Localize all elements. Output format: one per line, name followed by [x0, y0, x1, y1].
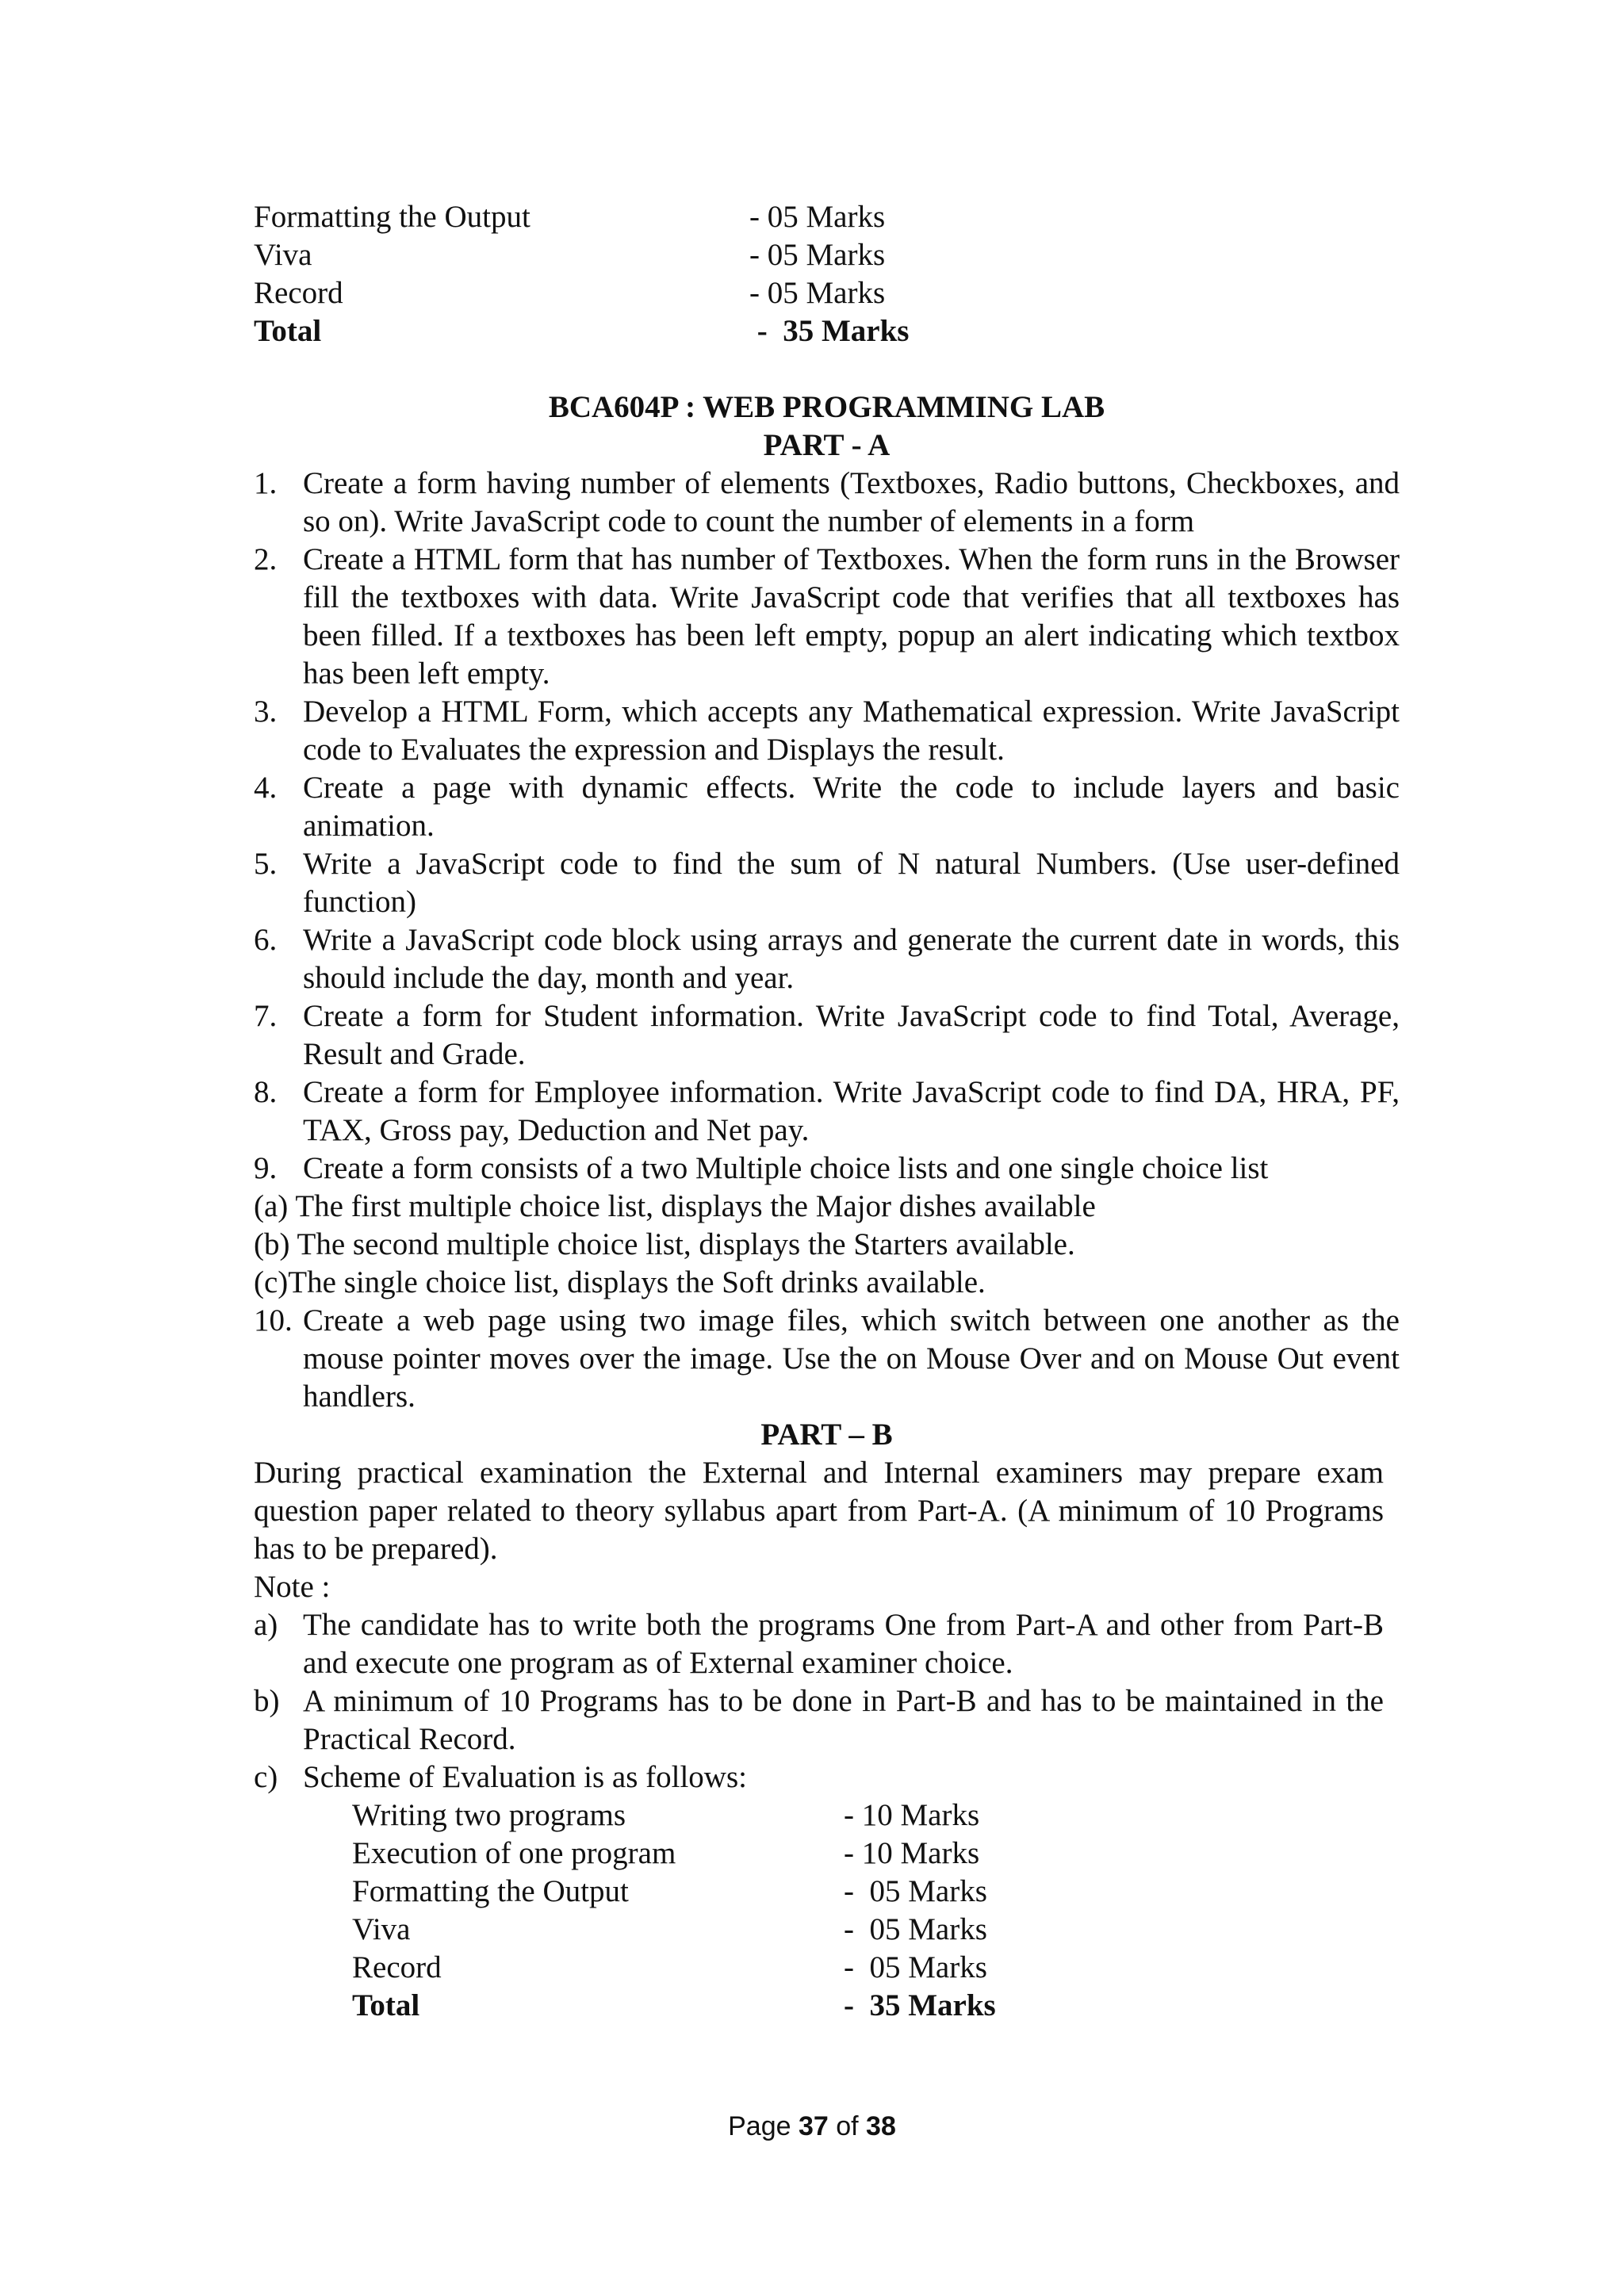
sub-item: (a) The first multiple choice list, displays the Major dishes available	[254, 1189, 1096, 1223]
scheme-label: Formatting the Output	[352, 1874, 629, 1908]
item-text: Create a web page using two image files, which switch between one another as the mouse pointer moves over the image. Use the on Mouse Over and on Mouse Out event handlers.	[303, 1303, 1400, 1414]
footer-prefix: Page	[728, 2111, 799, 2141]
note-letter: b)	[254, 1684, 280, 1718]
list-item	[254, 693, 1400, 769]
sub-item: (c)The single choice list, displays the Soft drinks available.	[254, 1265, 986, 1299]
list-item	[254, 997, 1400, 1073]
item-text: Write a JavaScript code to find the sum of N natural Numbers. (Use user-defined function)	[303, 847, 1400, 919]
lab-title: BCA604P : WEB PROGRAMMING LAB	[548, 390, 1105, 424]
item-number: 8.	[254, 1075, 278, 1109]
item-text: Create a HTML form that has number of Textboxes. When the form runs in the Browser fill the textboxes with data. Write JavaScript code that verifies that all textboxes has been filled. If a textboxes has been left empty, popup an alert indicating which textbox has been left empty.	[303, 542, 1400, 691]
note-text: Scheme of Evaluation is as follows:	[303, 1760, 747, 1794]
part-b-paragraph: During practical examination the External and Internal examiners may prepare exam question paper related to theory syllabus apart from Part-A. (A minimum of 10 Programs has to be prepared).	[254, 1456, 1384, 1566]
footer-middle: of	[828, 2111, 867, 2141]
note-text: The candidate has to write both the programs One from Part-A and other from Part-B and execute one program as of External examiner choice.	[303, 1608, 1384, 1680]
list-item	[254, 1302, 1400, 1416]
item-number: 1.	[254, 466, 278, 500]
list-item	[254, 541, 1400, 693]
scheme-row	[352, 1911, 1400, 1949]
list-item	[254, 769, 1400, 845]
item-number: 4.	[254, 771, 278, 805]
scheme-label: Viva	[352, 1912, 411, 1946]
note-text: A minimum of 10 Programs has to be done in Part-B and has to be maintained in the Practical Record.	[303, 1684, 1384, 1756]
list-item	[254, 921, 1400, 997]
scheme-row	[352, 1873, 1400, 1911]
scheme-value: - 05 Marks	[749, 238, 886, 272]
list-item	[254, 845, 1400, 921]
note-letter: a)	[254, 1608, 278, 1642]
scheme-label: Total	[352, 1988, 420, 2022]
scheme-row	[352, 1949, 1400, 1987]
note-item	[254, 1682, 1384, 1758]
item9-sublist	[254, 1188, 1400, 1302]
note-letter: c)	[254, 1760, 278, 1794]
scheme-row	[352, 1835, 1400, 1873]
item-text: Create a page with dynamic effects. Write the code to include layers and basic animation.	[303, 771, 1400, 843]
scheme-row	[254, 236, 1400, 274]
scheme-value: - 10 Marks	[844, 1836, 980, 1870]
note-item	[254, 1758, 1384, 1797]
item-number: 2.	[254, 542, 278, 576]
item-number: 3.	[254, 695, 278, 729]
page-footer	[0, 2107, 1624, 2145]
item-text: Create a form consists of a two Multiple choice lists and one single choice list	[303, 1151, 1269, 1185]
footer-total-pages: 38	[866, 2111, 896, 2141]
sub-item: (b) The second multiple choice list, displays the Starters available.	[254, 1227, 1075, 1261]
scheme-label: Record	[254, 276, 343, 310]
scheme-row-total	[254, 312, 1400, 350]
scheme-value: - 05 Marks	[844, 1874, 987, 1908]
item-text: Create a form for Student information. Write JavaScript code to find Total, Average, Result and Grade.	[303, 999, 1400, 1071]
scheme-label: Record	[352, 1950, 442, 1984]
scheme-value: - 05 Marks	[749, 276, 886, 310]
scheme-label: Execution of one program	[352, 1836, 676, 1870]
note-label: Note :	[254, 1570, 331, 1604]
item-text: Create a form having number of elements (Textboxes, Radio buttons, Checkboxes, and so on). Write JavaScript code to count the number of elements in a form	[303, 466, 1400, 538]
item-number: 9.	[254, 1151, 278, 1185]
scheme-row-total	[352, 1987, 1400, 2025]
scheme-value: - 05 Marks	[844, 1912, 987, 1946]
item-number: 7.	[254, 999, 278, 1033]
bottom-marks-scheme	[254, 1797, 1400, 2025]
footer-current-page: 37	[798, 2111, 829, 2141]
item-text: Write a JavaScript code block using arrays and generate the current date in words, this should include the day, month and year.	[303, 923, 1400, 995]
scheme-value: - 35 Marks	[844, 1988, 996, 2022]
document-page	[254, 198, 1400, 2025]
list-item	[254, 1150, 1400, 1188]
scheme-label: Viva	[254, 238, 312, 272]
scheme-value: - 05 Marks	[749, 200, 886, 234]
item-text: Develop a HTML Form, which accepts any Mathematical expression. Write JavaScript code to Evaluates the expression and Displays the result.	[303, 695, 1400, 767]
item-number: 5.	[254, 847, 278, 881]
scheme-row	[254, 198, 1400, 236]
scheme-value: - 35 Marks	[749, 314, 910, 348]
top-marks-scheme	[254, 198, 1400, 350]
scheme-label: Writing two programs	[352, 1798, 626, 1832]
part-a-list	[254, 465, 1400, 1416]
list-item	[254, 465, 1400, 541]
note-item	[254, 1606, 1384, 1682]
item-text: Create a form for Employee information. Write JavaScript code to find DA, HRA, PF, TAX, Gross pay, Deduction and Net pay.	[303, 1075, 1400, 1147]
list-item	[254, 1073, 1400, 1150]
scheme-value: - 10 Marks	[844, 1798, 980, 1832]
part-b-title: PART – B	[760, 1418, 893, 1452]
scheme-label: Total	[254, 314, 322, 348]
scheme-row	[254, 274, 1400, 312]
scheme-row	[352, 1797, 1400, 1835]
part-a-title: PART - A	[763, 428, 891, 462]
item-number: 6.	[254, 923, 278, 957]
scheme-value: - 05 Marks	[844, 1950, 987, 1984]
item-number: 10.	[254, 1303, 293, 1337]
notes-list	[254, 1606, 1384, 1797]
scheme-label: Formatting the Output	[254, 200, 530, 234]
